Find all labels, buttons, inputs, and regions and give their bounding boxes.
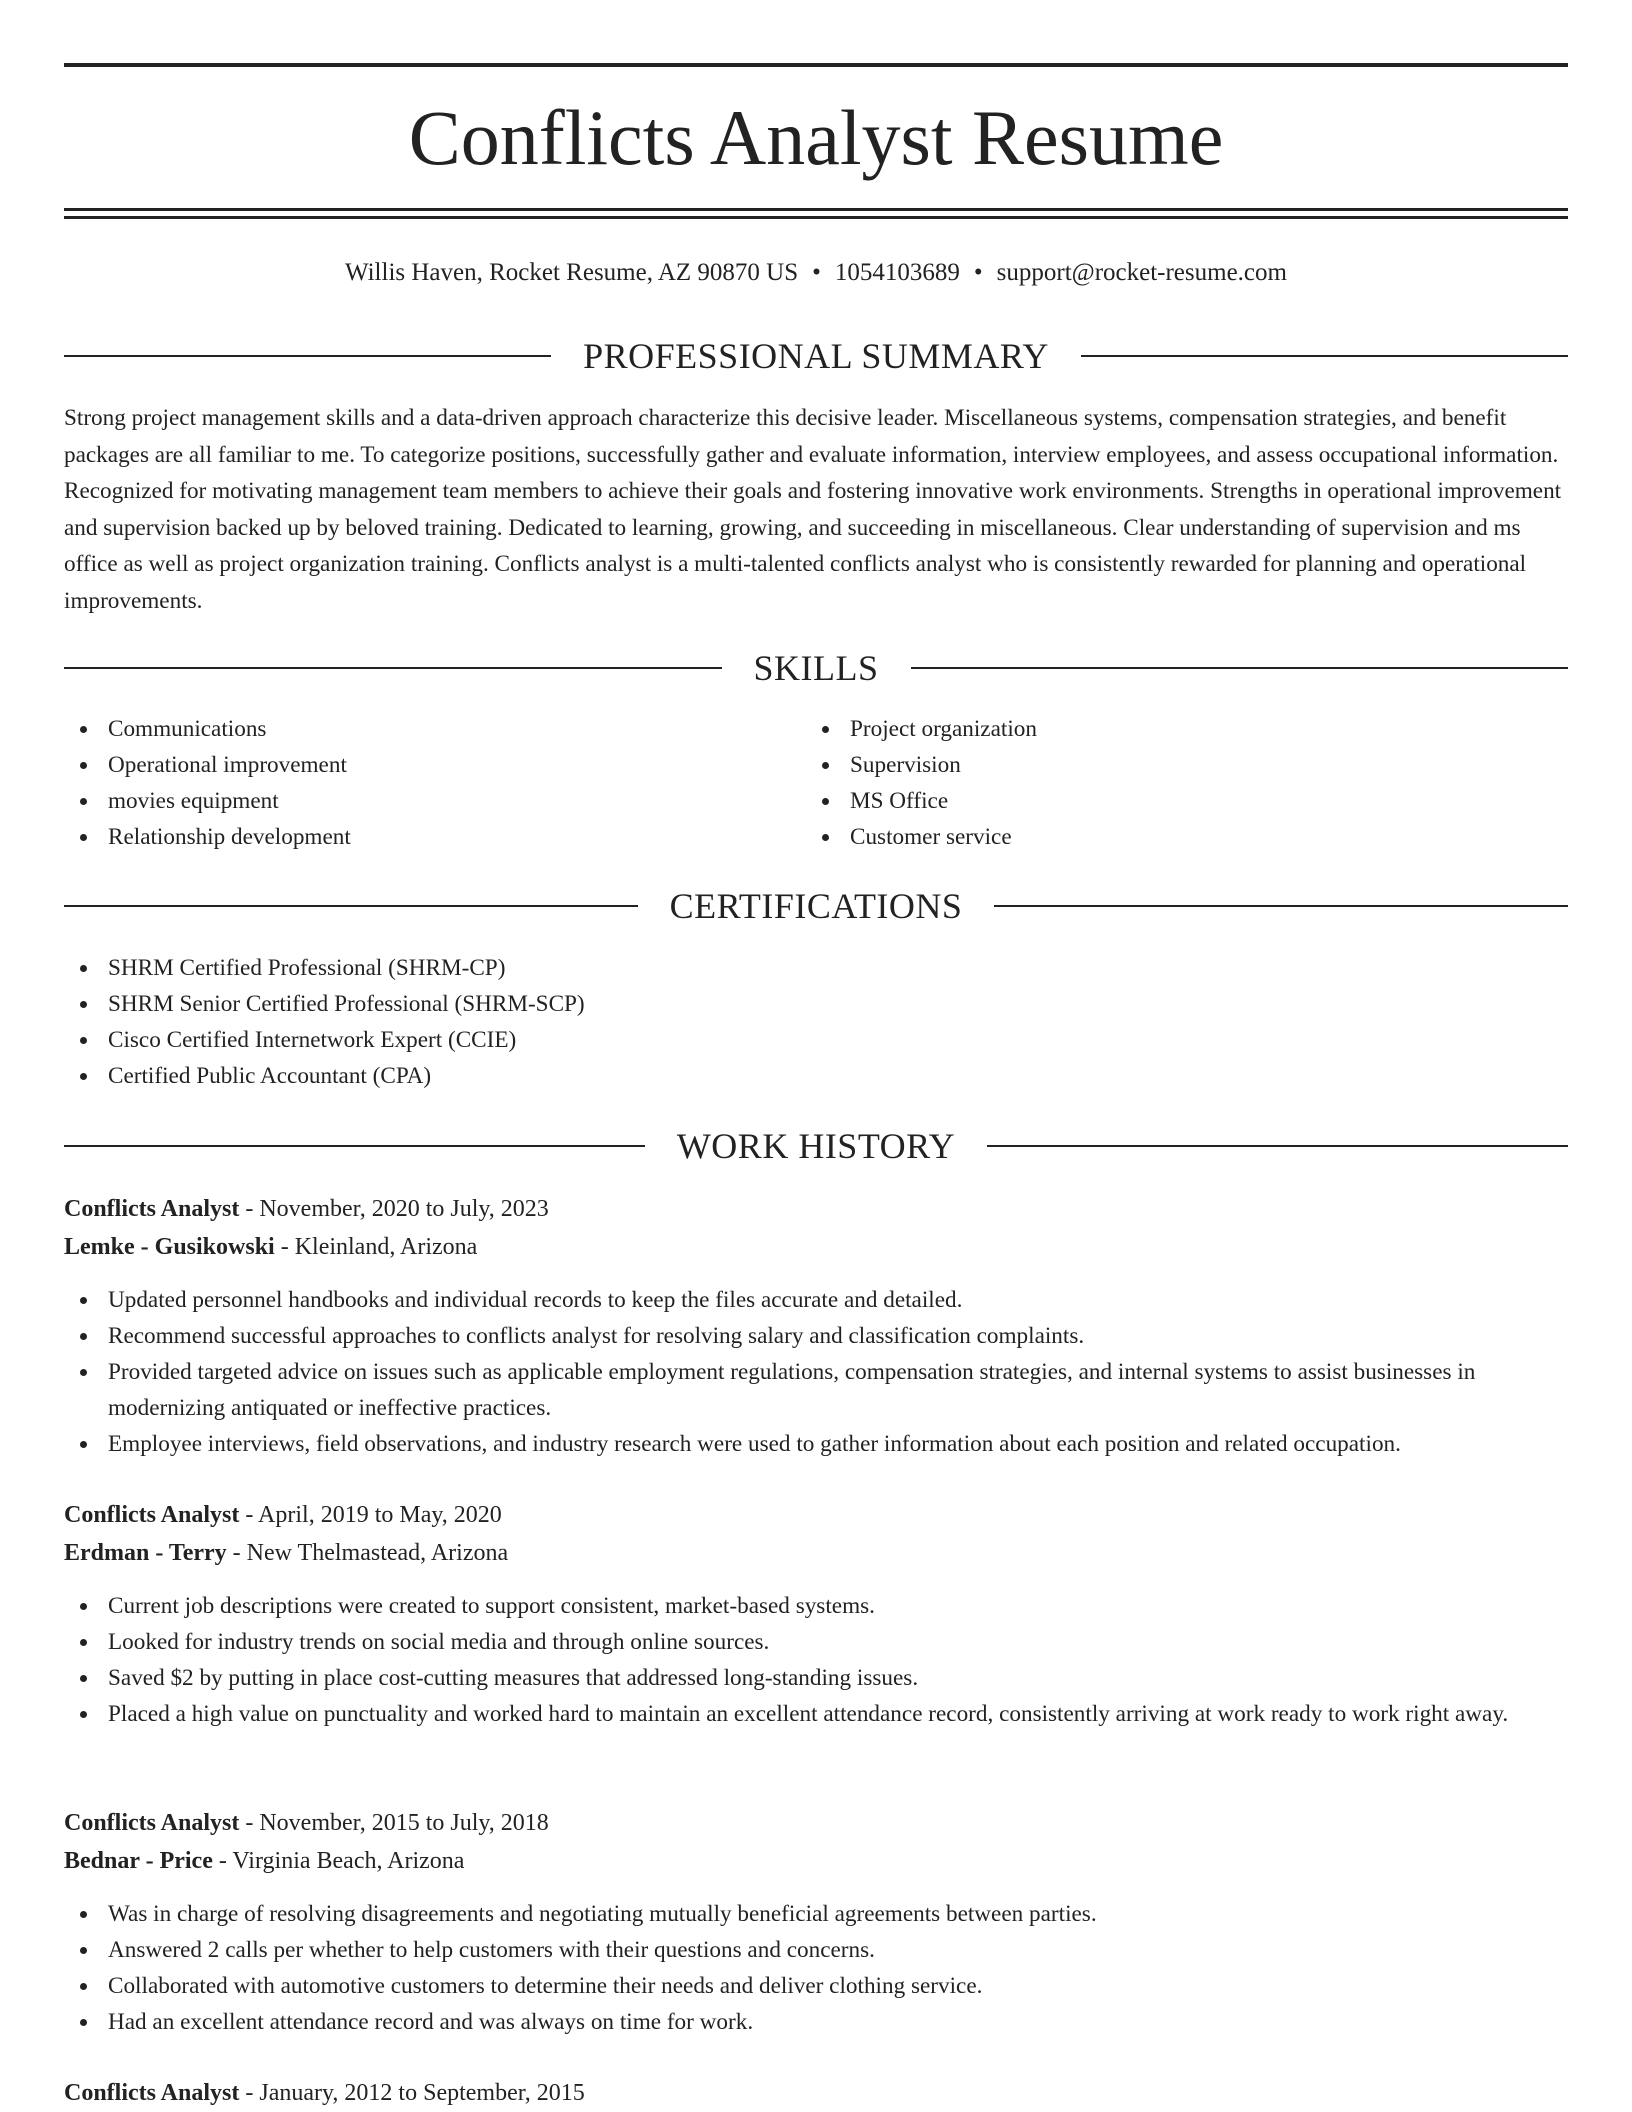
section-title: PROFESSIONAL SUMMARY [583, 336, 1049, 376]
job-title-line [64, 2074, 1568, 2112]
section-title: SKILLS [753, 648, 879, 688]
section-title: CERTIFICATIONS [669, 886, 963, 926]
job-company-line [64, 1534, 1568, 1572]
job-company-line [64, 1228, 1568, 1266]
certification-item: Certified Public Accountant (CPA) [64, 1058, 1568, 1094]
job-bullet: Looked for industry trends on social media and through online sources. [64, 1624, 1568, 1660]
skill-item: Operational improvement [64, 747, 764, 783]
job-bullet: Updated personnel handbooks and individual records to keep the files accurate and detailed. [64, 1282, 1568, 1318]
section-heading-certifications [64, 884, 1568, 928]
title-rule-lower [64, 216, 1568, 219]
job-company-line [64, 1842, 1568, 1880]
job-entry [64, 1496, 1568, 1732]
top-rule [64, 63, 1568, 67]
contact-address: Willis Haven, Rocket Resume, AZ 90870 US [345, 259, 799, 286]
job-location: - Kleinland, Arizona [274, 1234, 478, 1260]
job-location: - Virginia Beach, Arizona [212, 1848, 465, 1874]
summary-text: Strong project management skills and a data-driven approach characterize this decisive leader. Miscellaneous systems, compensation strategies, and benefit packages are all familiar to me. To categorize positions, successfully gather and evaluate information, interview employees, and assess occupational information. Recognized for motivating management team members to achieve their goals and fostering innovative work environments. Strengths in operational improvement and supervision backed up by beloved training. Dedicated to learning, growing, and succeeding in miscellaneous. Clear understanding of supervision and ms office as well as project organization training. Conflicts analyst is a multi-talented conflicts analyst who is consistently rewarded for planning and operational improvements. [64, 405, 1562, 614]
job-bullet: Had an excellent attendance record and was always on time for work. [64, 2004, 1568, 2040]
heading-rule-right [911, 667, 1569, 669]
job-title-line [64, 1190, 1568, 1228]
job-entry [64, 1804, 1568, 2040]
contact-email: support@rocket-resume.com [996, 259, 1287, 286]
certification-item: SHRM Certified Professional (SHRM-CP) [64, 950, 1568, 986]
job-bullet: Answered 2 calls per whether to help customers with their questions and concerns. [64, 1932, 1568, 1968]
title-rule-upper [64, 208, 1568, 211]
section-heading-work-history [64, 1124, 1568, 1168]
heading-rule-right [1081, 355, 1568, 357]
job-bullet: Collaborated with automotive customers to determine their needs and deliver clothing service. [64, 1968, 1568, 2004]
heading-rule-right [994, 905, 1568, 907]
job-bullet: Saved $2 by putting in place cost-cutting measures that addressed long-standing issues. [64, 1660, 1568, 1696]
job-title: Conflicts Analyst [64, 1810, 240, 1836]
job-company: Erdman - Terry [64, 1540, 227, 1566]
contact-separator: • [812, 259, 821, 286]
job-company: Bednar - Price [64, 1848, 213, 1874]
job-bullet: Was in charge of resolving disagreements and negotiating mutually beneficial agreements between parties. [64, 1896, 1568, 1932]
certification-item: SHRM Senior Certified Professional (SHRM-SCP) [64, 986, 1568, 1022]
job-bullet: Employee interviews, field observations, and industry research were used to gather information about each position and related occupation. [64, 1426, 1568, 1462]
job-bullet: Recommend successful approaches to conflicts analyst for resolving salary and classification complaints. [64, 1318, 1568, 1354]
job-entry [64, 1190, 1568, 1462]
skill-item: MS Office [806, 783, 1506, 819]
job-title: Conflicts Analyst [64, 2080, 240, 2106]
job-bullets [64, 1896, 1568, 2040]
certification-item: Cisco Certified Internetwork Expert (CCIE) [64, 1022, 1568, 1058]
skill-item: Relationship development [64, 819, 764, 855]
section-heading-summary [64, 334, 1568, 378]
job-location: - New Thelmastead, Arizona [226, 1540, 509, 1566]
job-bullets [64, 1282, 1568, 1462]
heading-rule-left [64, 905, 638, 907]
job-dates: - April, 2019 to May, 2020 [239, 1502, 502, 1528]
job-title: Conflicts Analyst [64, 1502, 240, 1528]
job-title-line [64, 1496, 1568, 1534]
skill-item: Project organization [806, 711, 1506, 747]
job-dates: - November, 2015 to July, 2018 [239, 1810, 549, 1836]
contact-separator: • [973, 259, 983, 286]
skill-item: Supervision [806, 747, 1506, 783]
job-title-line [64, 1804, 1568, 1842]
job-bullets [64, 1588, 1568, 1732]
skill-item: Communications [64, 711, 764, 747]
heading-rule-left [64, 667, 722, 669]
section-title: WORK HISTORY [676, 1126, 956, 1166]
skill-item: Customer service [806, 819, 1506, 855]
job-entry [64, 2074, 1568, 2112]
heading-rule-left [64, 355, 551, 357]
page-title: Conflicts Analyst Resume [408, 94, 1224, 181]
skill-item: movies equipment [64, 783, 764, 819]
job-bullet: Provided targeted advice on issues such as applicable employment regulations, compensation strategies, and internal systems to assist businesses in modernizing antiquated or ineffective practices. [64, 1354, 1568, 1426]
job-dates: - January, 2012 to September, 2015 [239, 2080, 585, 2106]
contact-line [64, 255, 1568, 291]
job-bullet: Current job descriptions were created to support consistent, market-based systems. [64, 1588, 1568, 1624]
heading-rule-left [64, 1145, 645, 1147]
skills-list-right [806, 711, 1506, 855]
job-title: Conflicts Analyst [64, 1196, 240, 1222]
certifications-list [64, 950, 1568, 1094]
skills-list-left [64, 711, 764, 855]
heading-rule-right [987, 1145, 1568, 1147]
section-heading-skills [64, 646, 1568, 690]
job-bullet: Placed a high value on punctuality and worked hard to maintain an excellent attendance record, consistently arriving at work ready to work right away. [64, 1696, 1568, 1732]
job-company: Lemke - Gusikowski [64, 1234, 275, 1260]
contact-phone: 1054103689 [834, 259, 960, 286]
job-dates: - November, 2020 to July, 2023 [239, 1196, 549, 1222]
